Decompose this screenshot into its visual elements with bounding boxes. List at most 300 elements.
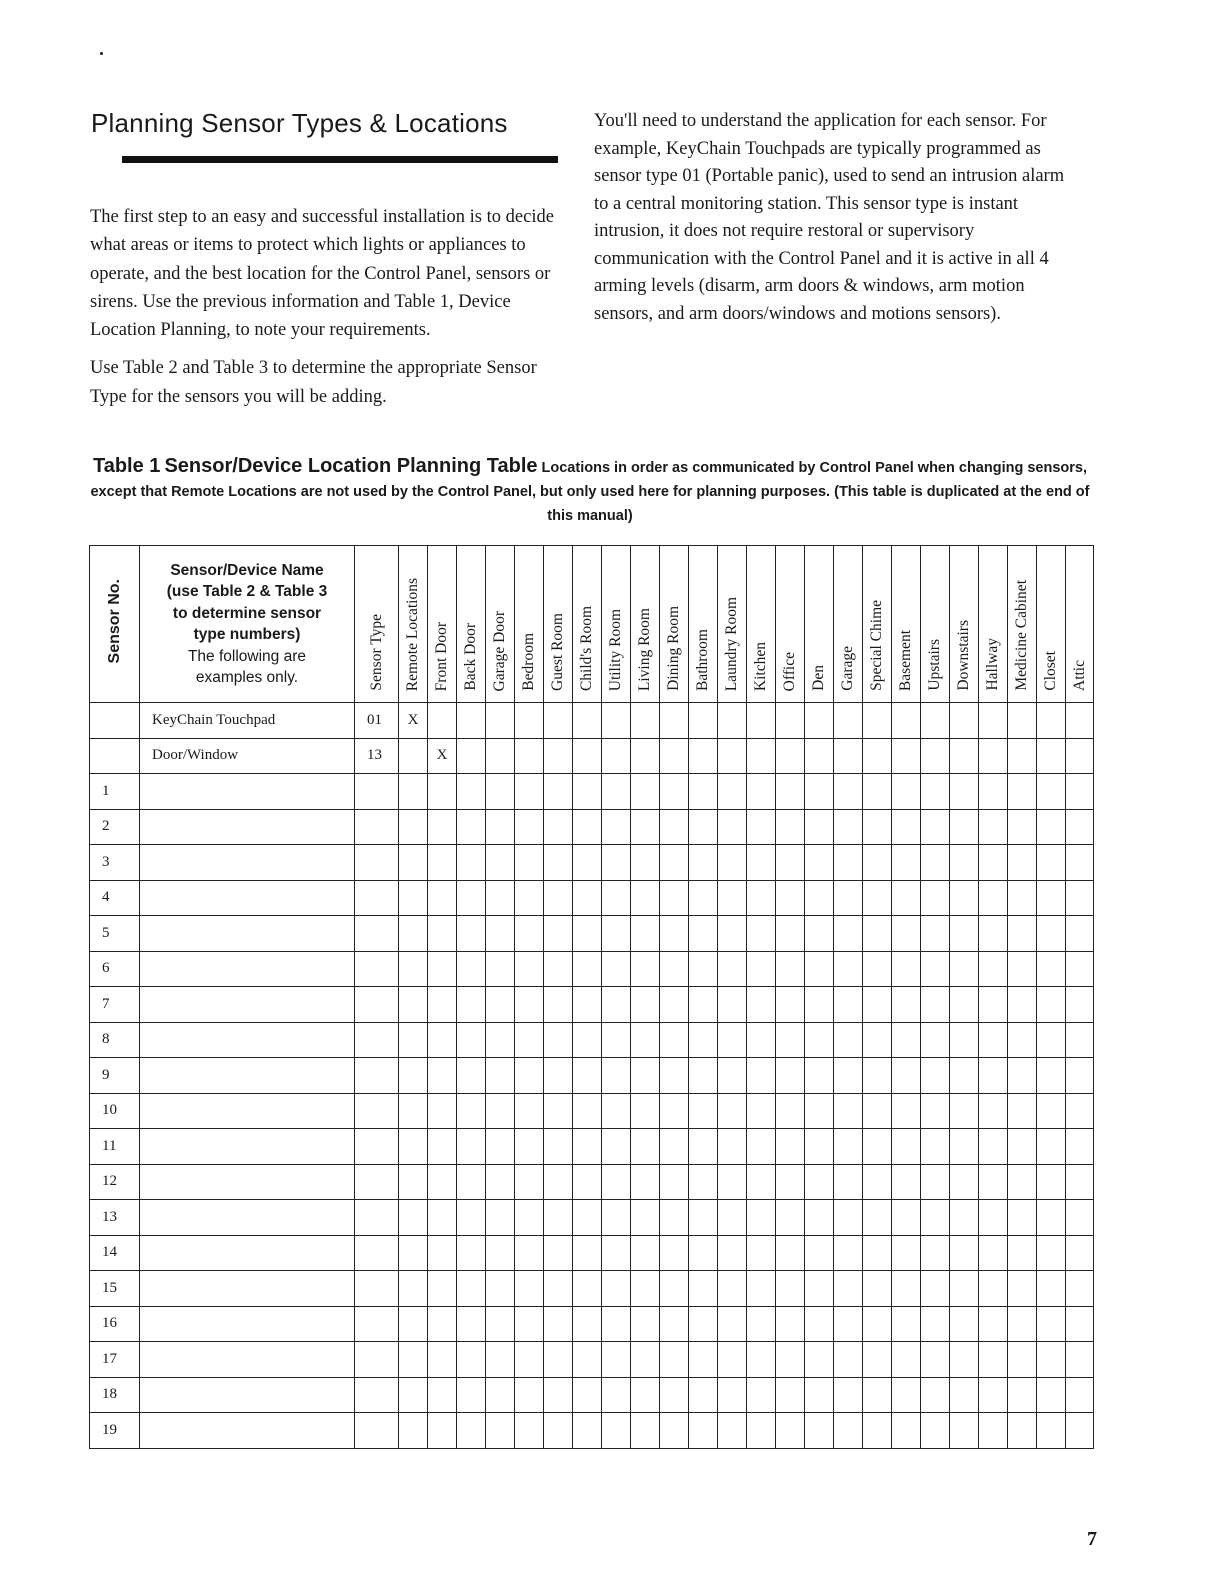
location-cell xyxy=(660,880,689,916)
location-cell xyxy=(921,1235,950,1271)
location-cell xyxy=(486,1129,515,1165)
location-cell xyxy=(457,703,486,739)
location-cell xyxy=(747,1342,776,1378)
location-cell xyxy=(631,951,660,987)
location-cell xyxy=(747,1058,776,1094)
location-cell xyxy=(544,1413,573,1449)
location-cell xyxy=(747,1129,776,1165)
location-cell xyxy=(515,1164,544,1200)
location-cell xyxy=(486,1058,515,1094)
location-cell xyxy=(718,951,747,987)
location-cell xyxy=(863,1342,892,1378)
device-name-cell xyxy=(140,880,355,916)
location-cell xyxy=(805,951,834,987)
location-cell xyxy=(602,1129,631,1165)
location-cell xyxy=(921,738,950,774)
location-cell xyxy=(399,1129,428,1165)
location-cell xyxy=(544,1093,573,1129)
location-cell xyxy=(718,1129,747,1165)
location-cell xyxy=(660,1377,689,1413)
location-cell xyxy=(602,1271,631,1307)
location-cell xyxy=(515,774,544,810)
location-cell xyxy=(776,916,805,952)
location-cell xyxy=(428,809,457,845)
location-cell xyxy=(515,1022,544,1058)
header-location-basement: Basement xyxy=(892,546,921,703)
location-cell xyxy=(776,1271,805,1307)
location-cell xyxy=(544,1306,573,1342)
location-cell xyxy=(1008,916,1037,952)
location-cell xyxy=(399,1058,428,1094)
location-cell xyxy=(718,987,747,1023)
sensor-type-cell xyxy=(355,1129,399,1165)
location-cell xyxy=(486,880,515,916)
location-cell xyxy=(950,1164,979,1200)
location-cell xyxy=(979,1235,1008,1271)
location-cell xyxy=(544,845,573,881)
location-cell xyxy=(660,1235,689,1271)
location-cell xyxy=(689,880,718,916)
header-location-kitchen: Kitchen xyxy=(747,546,776,703)
location-cell xyxy=(660,1342,689,1378)
location-cell xyxy=(892,1164,921,1200)
sensor-row xyxy=(90,1271,1094,1307)
location-cell xyxy=(834,987,863,1023)
location-cell xyxy=(573,880,602,916)
location-cell xyxy=(573,1235,602,1271)
location-cell xyxy=(892,1058,921,1094)
location-cell xyxy=(921,1093,950,1129)
location-cell xyxy=(1037,809,1066,845)
location-cell xyxy=(1008,774,1037,810)
location-cell xyxy=(1008,987,1037,1023)
location-cell xyxy=(863,1129,892,1165)
location-cell xyxy=(573,916,602,952)
location-cell xyxy=(602,1342,631,1378)
location-cell xyxy=(573,951,602,987)
location-cell xyxy=(631,1342,660,1378)
location-cell xyxy=(428,987,457,1023)
location-cell xyxy=(892,1093,921,1129)
location-cell xyxy=(776,987,805,1023)
location-cell xyxy=(921,987,950,1023)
location-cell xyxy=(863,1413,892,1449)
header-location-dining-room: Dining Room xyxy=(660,546,689,703)
location-cell xyxy=(428,1377,457,1413)
location-cell xyxy=(834,1164,863,1200)
location-cell xyxy=(921,809,950,845)
location-cell xyxy=(457,1413,486,1449)
location-cell xyxy=(834,703,863,739)
sensor-no-cell: 17 xyxy=(90,1342,140,1378)
location-cell xyxy=(631,774,660,810)
location-cell xyxy=(660,916,689,952)
location-cell xyxy=(921,703,950,739)
location-cell xyxy=(457,880,486,916)
location-cell xyxy=(573,1164,602,1200)
location-cell xyxy=(979,738,1008,774)
location-cell xyxy=(747,1306,776,1342)
location-cell xyxy=(428,1022,457,1058)
table-header-row xyxy=(90,546,1094,703)
location-cell xyxy=(950,738,979,774)
location-cell xyxy=(602,1200,631,1236)
location-cell xyxy=(428,1093,457,1129)
location-cell xyxy=(660,1093,689,1129)
sensor-row xyxy=(90,809,1094,845)
location-cell xyxy=(1066,774,1094,810)
location-cell xyxy=(1008,1306,1037,1342)
location-cell xyxy=(718,845,747,881)
sensor-type-cell xyxy=(355,1342,399,1378)
location-cell xyxy=(1037,1342,1066,1378)
sensor-type-cell xyxy=(355,1058,399,1094)
sensor-row xyxy=(90,774,1094,810)
location-cell xyxy=(921,880,950,916)
intro-paragraph: The first step to an easy and successful installation is to decide what areas or items to protect which lights or appliances to operate, and the best location for the Control Panel, sensors or sirens. Use the previous information and Table 1, Device Location Planning, to note your requirements. xyxy=(90,207,554,341)
location-cell xyxy=(631,880,660,916)
location-cell xyxy=(631,1200,660,1236)
sensor-row xyxy=(90,951,1094,987)
location-cell xyxy=(950,1271,979,1307)
location-cell xyxy=(515,1058,544,1094)
location-cell xyxy=(718,1413,747,1449)
location-cell xyxy=(689,1377,718,1413)
location-cell xyxy=(834,1129,863,1165)
location-cell xyxy=(457,951,486,987)
location-cell xyxy=(515,1342,544,1378)
location-cell xyxy=(950,916,979,952)
location-cell xyxy=(979,774,1008,810)
header-location-attic: Attic xyxy=(1066,546,1094,703)
header-location-den: Den xyxy=(805,546,834,703)
application-paragraph: You'll need to understand the application for each sensor. For example, KeyChain Touchpads are typically programmed as sensor type 01 (Portable panic), used to send an intrusion alarm to a central monitoring station. This sensor type is instant intrusion, it does not require restoral or supervisory communication with the Control Panel and it is active in all 4 arming levels (disarm, arm doors & windows, arm motion sensors, and arm doors/windows and motions sensors). xyxy=(594,111,1065,324)
location-cell xyxy=(1008,845,1037,881)
location-cell xyxy=(863,1164,892,1200)
location-cell xyxy=(979,951,1008,987)
header-sensor-type: Sensor Type xyxy=(355,546,399,703)
header-location-bathroom: Bathroom xyxy=(689,546,718,703)
location-cell xyxy=(834,951,863,987)
location-cell xyxy=(718,809,747,845)
header-location-garage: Garage xyxy=(834,546,863,703)
location-cell xyxy=(457,1164,486,1200)
location-cell xyxy=(805,1377,834,1413)
location-cell xyxy=(834,1377,863,1413)
location-cell xyxy=(573,1058,602,1094)
location-cell xyxy=(950,1377,979,1413)
location-cell xyxy=(805,1200,834,1236)
location-cell xyxy=(457,1342,486,1378)
location-cell xyxy=(457,1093,486,1129)
sensor-no-cell: 4 xyxy=(90,880,140,916)
location-cell xyxy=(718,1022,747,1058)
location-cell xyxy=(631,1164,660,1200)
location-cell xyxy=(979,845,1008,881)
sensor-no-cell: 1 xyxy=(90,774,140,810)
location-cell xyxy=(544,951,573,987)
location-cell xyxy=(428,951,457,987)
location-cell xyxy=(718,1164,747,1200)
sensor-type-cell xyxy=(355,809,399,845)
location-cell xyxy=(573,1342,602,1378)
location-cell xyxy=(486,987,515,1023)
location-cell xyxy=(1008,1200,1037,1236)
location-cell xyxy=(1066,738,1094,774)
location-cell xyxy=(631,1093,660,1129)
location-cell xyxy=(544,703,573,739)
location-cell xyxy=(486,809,515,845)
location-cell xyxy=(1008,880,1037,916)
sensor-no-cell: 12 xyxy=(90,1164,140,1200)
location-cell xyxy=(1066,1413,1094,1449)
location-cell xyxy=(747,1235,776,1271)
location-cell xyxy=(1037,1306,1066,1342)
location-cell xyxy=(892,1342,921,1378)
sensor-type-cell xyxy=(355,951,399,987)
sensor-no-cell: 13 xyxy=(90,1200,140,1236)
location-cell xyxy=(950,774,979,810)
device-name-cell xyxy=(140,916,355,952)
sensor-no-cell: 11 xyxy=(90,1129,140,1165)
location-cell xyxy=(805,809,834,845)
location-cell xyxy=(486,845,515,881)
sensor-type-cell xyxy=(355,1306,399,1342)
location-cell xyxy=(689,987,718,1023)
location-cell xyxy=(950,880,979,916)
location-cell xyxy=(1037,703,1066,739)
location-cell xyxy=(950,1058,979,1094)
location-cell xyxy=(428,703,457,739)
table-caption xyxy=(90,454,1090,528)
location-cell xyxy=(660,951,689,987)
header-location-front-door: Front Door xyxy=(428,546,457,703)
example-row xyxy=(90,738,1094,774)
location-cell xyxy=(892,951,921,987)
location-cell xyxy=(602,916,631,952)
location-cell xyxy=(515,809,544,845)
location-cell xyxy=(573,1413,602,1449)
location-cell xyxy=(892,880,921,916)
sensor-row xyxy=(90,1093,1094,1129)
location-cell xyxy=(1008,1093,1037,1129)
location-cell xyxy=(689,1413,718,1449)
location-cell xyxy=(660,1306,689,1342)
location-cell xyxy=(776,951,805,987)
location-cell xyxy=(689,1022,718,1058)
location-cell xyxy=(399,1164,428,1200)
location-cell xyxy=(950,845,979,881)
location-cell xyxy=(1037,1058,1066,1094)
location-cell xyxy=(892,809,921,845)
location-cell xyxy=(515,1093,544,1129)
location-cell xyxy=(515,1200,544,1236)
location-cell xyxy=(892,1377,921,1413)
location-cell xyxy=(747,738,776,774)
location-cell xyxy=(602,951,631,987)
location-cell xyxy=(631,738,660,774)
location-cell xyxy=(515,880,544,916)
location-cell xyxy=(573,1129,602,1165)
location-cell xyxy=(892,1413,921,1449)
sensor-no-cell: 5 xyxy=(90,916,140,952)
location-cell xyxy=(544,1377,573,1413)
location-cell xyxy=(776,1200,805,1236)
location-cell xyxy=(660,1129,689,1165)
sensor-type-cell: 01 xyxy=(355,703,399,739)
location-cell xyxy=(718,880,747,916)
location-cell xyxy=(573,738,602,774)
location-cell xyxy=(573,987,602,1023)
location-cell xyxy=(747,951,776,987)
location-cell xyxy=(399,1342,428,1378)
location-cell xyxy=(1008,738,1037,774)
location-cell xyxy=(805,738,834,774)
location-cell xyxy=(1037,1235,1066,1271)
location-cell xyxy=(834,774,863,810)
location-cell xyxy=(428,1413,457,1449)
header-location-guest-room: Guest Room xyxy=(544,546,573,703)
location-cell xyxy=(689,951,718,987)
location-cell xyxy=(428,845,457,881)
location-cell xyxy=(921,845,950,881)
sensor-no-cell: 6 xyxy=(90,951,140,987)
location-cell xyxy=(457,1377,486,1413)
location-cell xyxy=(428,916,457,952)
sensor-type-cell xyxy=(355,774,399,810)
location-cell xyxy=(486,1022,515,1058)
location-cell xyxy=(921,1342,950,1378)
location-cell xyxy=(689,916,718,952)
location-cell xyxy=(486,774,515,810)
location-cell xyxy=(428,1164,457,1200)
location-cell xyxy=(892,1271,921,1307)
location-cell xyxy=(950,1235,979,1271)
location-cell xyxy=(1066,916,1094,952)
location-cell xyxy=(573,1022,602,1058)
table-body xyxy=(90,703,1094,1449)
location-cell xyxy=(631,1413,660,1449)
location-cell xyxy=(805,703,834,739)
location-cell xyxy=(515,1306,544,1342)
location-cell xyxy=(863,987,892,1023)
location-cell xyxy=(834,1306,863,1342)
location-cell xyxy=(979,1377,1008,1413)
location-cell xyxy=(718,916,747,952)
location-cell xyxy=(428,1271,457,1307)
location-cell xyxy=(1037,1093,1066,1129)
location-cell xyxy=(834,738,863,774)
sensor-type-cell xyxy=(355,987,399,1023)
location-cell xyxy=(428,1235,457,1271)
header-location-laundry-room: Laundry Room xyxy=(718,546,747,703)
location-cell xyxy=(399,1271,428,1307)
sensor-row xyxy=(90,1200,1094,1236)
location-cell xyxy=(457,1022,486,1058)
location-cell xyxy=(486,916,515,952)
location-cell xyxy=(515,845,544,881)
location-cell xyxy=(950,1306,979,1342)
location-cell xyxy=(834,809,863,845)
sensor-type-cell xyxy=(355,916,399,952)
location-cell xyxy=(602,738,631,774)
location-cell xyxy=(1066,1342,1094,1378)
location-cell xyxy=(515,987,544,1023)
location-cell xyxy=(544,1129,573,1165)
location-cell xyxy=(776,845,805,881)
location-cell xyxy=(921,916,950,952)
location-cell xyxy=(602,1164,631,1200)
sensor-row xyxy=(90,1413,1094,1449)
location-cell xyxy=(602,845,631,881)
sensor-no-cell: 2 xyxy=(90,809,140,845)
location-cell xyxy=(834,1022,863,1058)
header-device-name: Sensor/Device Name (use Table 2 & Table 3 to determine sensor type numbers) The following are examples only. xyxy=(140,546,355,703)
location-cell xyxy=(776,1058,805,1094)
location-cell xyxy=(863,738,892,774)
location-cell xyxy=(892,1306,921,1342)
location-cell xyxy=(747,916,776,952)
location-cell xyxy=(457,845,486,881)
location-cell xyxy=(1066,1058,1094,1094)
location-cell xyxy=(805,1129,834,1165)
location-cell xyxy=(1037,987,1066,1023)
location-cell xyxy=(631,1377,660,1413)
right-column xyxy=(594,108,1066,328)
location-cell xyxy=(457,1235,486,1271)
location-cell xyxy=(457,738,486,774)
location-cell xyxy=(689,1164,718,1200)
location-cell xyxy=(921,1129,950,1165)
location-cell xyxy=(921,951,950,987)
device-name-cell xyxy=(140,1093,355,1129)
location-cell xyxy=(892,987,921,1023)
location-cell xyxy=(515,1129,544,1165)
location-cell xyxy=(834,1093,863,1129)
location-cell xyxy=(834,1200,863,1236)
location-cell xyxy=(1066,1271,1094,1307)
device-name-cell xyxy=(140,1058,355,1094)
location-cell xyxy=(834,1058,863,1094)
location-cell xyxy=(834,845,863,881)
location-cell xyxy=(660,1058,689,1094)
location-cell xyxy=(1037,951,1066,987)
location-cell xyxy=(979,916,1008,952)
location-cell xyxy=(776,1342,805,1378)
location-cell xyxy=(602,1413,631,1449)
location-cell xyxy=(863,916,892,952)
location-cell xyxy=(805,1164,834,1200)
page-number: 7 xyxy=(1087,1528,1097,1550)
section-title: Planning Sensor Types & Locations xyxy=(91,108,508,138)
location-cell xyxy=(718,774,747,810)
location-cell xyxy=(399,1200,428,1236)
location-cell xyxy=(660,738,689,774)
location-cell xyxy=(689,1235,718,1271)
location-cell xyxy=(457,1058,486,1094)
location-cell xyxy=(805,1093,834,1129)
location-cell xyxy=(515,916,544,952)
location-cell xyxy=(950,1022,979,1058)
location-cell xyxy=(776,703,805,739)
location-cell xyxy=(1066,1022,1094,1058)
location-cell xyxy=(892,916,921,952)
location-cell xyxy=(979,1413,1008,1449)
example-row xyxy=(90,703,1094,739)
location-cell xyxy=(863,1200,892,1236)
location-cell xyxy=(979,1306,1008,1342)
location-cell xyxy=(1066,845,1094,881)
